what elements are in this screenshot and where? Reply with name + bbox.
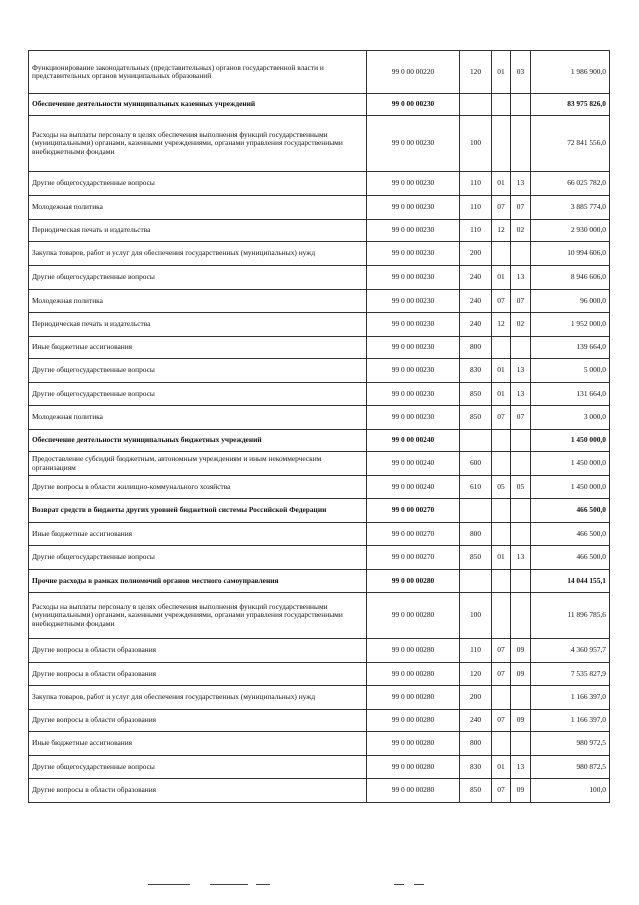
row-name: Расходы на выплаты персоналу в целях обеспечения выполнения функций государственными (муниципальными) органами, казенными учреждениями, органами управления государственными внебюджетными фондами <box>29 593 367 639</box>
table-row <box>29 290 610 313</box>
row-name: Обеспечение деятельности муниципальных казенных учреждений <box>29 94 367 116</box>
row-name: Периодическая печать и издательства <box>29 313 367 337</box>
row-subsection: 13 <box>511 546 531 570</box>
table-row <box>29 266 610 290</box>
row-name: Обеспечение деятельности муниципальных бюджетных учреждений <box>29 430 367 452</box>
row-name: Другие вопросы в области образования <box>29 639 367 663</box>
row-amount: 131 664,0 <box>531 383 610 406</box>
row-name: Прочие расходы в рамках полномочий органов местного самоуправления <box>29 570 367 593</box>
row-amount: 100,0 <box>531 779 610 803</box>
row-code: 99 0 00 00230 <box>367 116 460 172</box>
row-section <box>492 686 511 710</box>
row-section: 07 <box>492 196 511 220</box>
row-section: 07 <box>492 779 511 803</box>
row-amount: 3 885 774,0 <box>531 196 610 220</box>
row-subsection: 05 <box>511 476 531 499</box>
table-row <box>29 172 610 196</box>
row-section: 01 <box>492 266 511 290</box>
row-section <box>492 732 511 756</box>
table-row <box>29 116 610 172</box>
row-subsection <box>511 593 531 639</box>
row-subsection: 09 <box>511 779 531 803</box>
row-expense-type: 800 <box>460 523 492 546</box>
row-subsection: 13 <box>511 266 531 290</box>
row-name: Периодическая печать и издательства <box>29 220 367 242</box>
table-row-section <box>29 94 610 116</box>
row-code: 99 0 00 00230 <box>367 242 460 266</box>
row-code: 99 0 00 00230 <box>367 383 460 406</box>
row-amount: 72 841 556,0 <box>531 116 610 172</box>
row-expense-type: 800 <box>460 732 492 756</box>
row-code: 99 0 00 00240 <box>367 430 460 452</box>
row-name: Молодежная политика <box>29 290 367 313</box>
row-section: 12 <box>492 220 511 242</box>
row-subsection <box>511 732 531 756</box>
table-row <box>29 406 610 430</box>
row-amount: 83 975 826,0 <box>531 94 610 116</box>
table-row <box>29 639 610 663</box>
row-amount: 980 872,5 <box>531 756 610 779</box>
table-row <box>29 593 610 639</box>
row-amount: 2 930 000,0 <box>531 220 610 242</box>
footer-scan-marks <box>0 884 639 894</box>
row-name: Молодежная политика <box>29 196 367 220</box>
row-code: 99 0 00 00230 <box>367 94 460 116</box>
row-expense-type: 850 <box>460 779 492 803</box>
row-subsection: 13 <box>511 172 531 196</box>
row-amount: 3 000,0 <box>531 406 610 430</box>
row-code: 99 0 00 00280 <box>367 663 460 686</box>
row-amount: 11 896 785,6 <box>531 593 610 639</box>
row-expense-type <box>460 499 492 523</box>
row-subsection: 02 <box>511 220 531 242</box>
row-code: 99 0 00 00230 <box>367 406 460 430</box>
row-amount: 96 000,0 <box>531 290 610 313</box>
row-expense-type: 850 <box>460 383 492 406</box>
row-subsection: 07 <box>511 290 531 313</box>
table-row <box>29 452 610 476</box>
row-amount: 139 664,0 <box>531 337 610 359</box>
row-code: 99 0 00 00230 <box>367 172 460 196</box>
row-subsection <box>511 242 531 266</box>
table-row <box>29 523 610 546</box>
table-row <box>29 663 610 686</box>
row-amount: 4 360 957,7 <box>531 639 610 663</box>
row-name: Другие вопросы в области образования <box>29 710 367 732</box>
row-section: 01 <box>492 359 511 383</box>
row-expense-type: 240 <box>460 290 492 313</box>
row-subsection: 09 <box>511 663 531 686</box>
row-code: 99 0 00 00220 <box>367 51 460 94</box>
row-amount: 466 500,0 <box>531 499 610 523</box>
row-expense-type: 120 <box>460 51 492 94</box>
table-row-section <box>29 499 610 523</box>
row-expense-type: 240 <box>460 710 492 732</box>
row-name: Другие общегосударственные вопросы <box>29 383 367 406</box>
row-section <box>492 523 511 546</box>
row-name: Иные бюджетные ассигнования <box>29 523 367 546</box>
row-code: 99 0 00 00280 <box>367 639 460 663</box>
row-subsection <box>511 452 531 476</box>
row-code: 99 0 00 00280 <box>367 732 460 756</box>
row-section <box>492 570 511 593</box>
row-code: 99 0 00 00240 <box>367 452 460 476</box>
row-code: 99 0 00 00270 <box>367 546 460 570</box>
row-section <box>492 452 511 476</box>
row-code: 99 0 00 00230 <box>367 359 460 383</box>
row-amount: 1 166 397,0 <box>531 686 610 710</box>
row-subsection <box>511 570 531 593</box>
row-code: 99 0 00 00280 <box>367 593 460 639</box>
row-expense-type: 610 <box>460 476 492 499</box>
row-amount: 1 986 900,0 <box>531 51 610 94</box>
row-expense-type: 240 <box>460 313 492 337</box>
row-name: Молодежная политика <box>29 406 367 430</box>
row-subsection <box>511 116 531 172</box>
row-subsection: 09 <box>511 710 531 732</box>
row-expense-type: 600 <box>460 452 492 476</box>
row-name: Иные бюджетные ассигнования <box>29 732 367 756</box>
row-section <box>492 499 511 523</box>
table-row <box>29 383 610 406</box>
row-subsection <box>511 337 531 359</box>
row-amount: 5 000,0 <box>531 359 610 383</box>
table-row <box>29 242 610 266</box>
row-amount: 7 535 827,9 <box>531 663 610 686</box>
row-expense-type: 110 <box>460 220 492 242</box>
row-section <box>492 242 511 266</box>
row-expense-type: 110 <box>460 196 492 220</box>
row-section: 01 <box>492 546 511 570</box>
row-subsection: 13 <box>511 756 531 779</box>
row-section: 01 <box>492 756 511 779</box>
row-expense-type: 100 <box>460 593 492 639</box>
row-name: Другие общегосударственные вопросы <box>29 546 367 570</box>
row-expense-type: 850 <box>460 406 492 430</box>
row-subsection: 09 <box>511 639 531 663</box>
row-section: 01 <box>492 51 511 94</box>
row-subsection <box>511 523 531 546</box>
row-code: 99 0 00 00280 <box>367 570 460 593</box>
budget-page <box>28 50 609 803</box>
row-name: Другие вопросы в области жилищно-коммунального хозяйства <box>29 476 367 499</box>
row-amount: 1 450 000,0 <box>531 476 610 499</box>
row-section: 07 <box>492 710 511 732</box>
table-row <box>29 313 610 337</box>
table-row <box>29 476 610 499</box>
row-amount: 1 166 397,0 <box>531 710 610 732</box>
row-code: 99 0 00 00270 <box>367 523 460 546</box>
row-code: 99 0 00 00230 <box>367 220 460 242</box>
row-section: 07 <box>492 663 511 686</box>
row-subsection <box>511 499 531 523</box>
row-expense-type: 830 <box>460 359 492 383</box>
row-code: 99 0 00 00280 <box>367 756 460 779</box>
row-section: 07 <box>492 406 511 430</box>
row-expense-type <box>460 94 492 116</box>
row-code: 99 0 00 00230 <box>367 196 460 220</box>
row-name: Другие общегосударственные вопросы <box>29 266 367 290</box>
row-amount: 466 500,0 <box>531 546 610 570</box>
table-row <box>29 732 610 756</box>
table-row <box>29 686 610 710</box>
table-row <box>29 756 610 779</box>
row-code: 99 0 00 00230 <box>367 337 460 359</box>
row-expense-type: 120 <box>460 663 492 686</box>
row-amount: 66 025 782,0 <box>531 172 610 196</box>
row-name: Другие вопросы в области образования <box>29 779 367 803</box>
row-name: Другие общегосударственные вопросы <box>29 756 367 779</box>
row-subsection <box>511 686 531 710</box>
table-row <box>29 779 610 803</box>
row-subsection <box>511 430 531 452</box>
table-row <box>29 710 610 732</box>
row-expense-type: 100 <box>460 116 492 172</box>
row-amount: 1 450 000,0 <box>531 452 610 476</box>
row-expense-type: 200 <box>460 686 492 710</box>
row-section: 07 <box>492 639 511 663</box>
row-amount: 980 972,5 <box>531 732 610 756</box>
row-section: 01 <box>492 383 511 406</box>
row-name: Возврат средств в бюджеты других уровней бюджетной системы Российской Федерации <box>29 499 367 523</box>
table-row-section <box>29 430 610 452</box>
row-subsection: 07 <box>511 406 531 430</box>
row-amount: 10 994 606,0 <box>531 242 610 266</box>
table-row <box>29 51 610 94</box>
row-code: 99 0 00 00280 <box>367 710 460 732</box>
row-section: 01 <box>492 172 511 196</box>
table-row <box>29 359 610 383</box>
row-subsection: 13 <box>511 359 531 383</box>
row-subsection: 03 <box>511 51 531 94</box>
row-expense-type: 110 <box>460 172 492 196</box>
row-code: 99 0 00 00230 <box>367 313 460 337</box>
row-name: Другие общегосударственные вопросы <box>29 359 367 383</box>
row-section: 12 <box>492 313 511 337</box>
row-expense-type: 110 <box>460 639 492 663</box>
row-amount: 8 946 606,0 <box>531 266 610 290</box>
row-name: Иные бюджетные ассигнования <box>29 337 367 359</box>
row-name: Закупка товаров, работ и услуг для обеспечения государственных (муниципальных) нужд <box>29 242 367 266</box>
row-code: 99 0 00 00230 <box>367 290 460 313</box>
row-name: Другие вопросы в области образования <box>29 663 367 686</box>
row-section <box>492 337 511 359</box>
row-name: Предоставление субсидий бюджетным, автономным учреждениям и иным некоммерческим организациям <box>29 452 367 476</box>
row-subsection: 02 <box>511 313 531 337</box>
row-name: Закупка товаров, работ и услуг для обеспечения государственных (муниципальных) нужд <box>29 686 367 710</box>
table-row <box>29 546 610 570</box>
row-code: 99 0 00 00240 <box>367 476 460 499</box>
row-section <box>492 116 511 172</box>
row-expense-type <box>460 430 492 452</box>
row-code: 99 0 00 00280 <box>367 779 460 803</box>
row-amount: 466 500,0 <box>531 523 610 546</box>
row-name: Функционирование законодательных (представительных) органов государственной власти и представительных органов муниципальных образований <box>29 51 367 94</box>
budget-table-body <box>29 51 610 803</box>
row-section: 05 <box>492 476 511 499</box>
row-name: Другие общегосударственные вопросы <box>29 172 367 196</box>
row-expense-type <box>460 570 492 593</box>
row-section <box>492 593 511 639</box>
row-section: 07 <box>492 290 511 313</box>
row-amount: 1 450 000,0 <box>531 430 610 452</box>
row-amount: 14 044 155,1 <box>531 570 610 593</box>
budget-table <box>28 50 610 803</box>
row-expense-type: 240 <box>460 266 492 290</box>
table-row-section <box>29 570 610 593</box>
row-expense-type: 830 <box>460 756 492 779</box>
row-code: 99 0 00 00230 <box>367 266 460 290</box>
table-row <box>29 196 610 220</box>
table-row <box>29 220 610 242</box>
row-amount: 1 952 000,0 <box>531 313 610 337</box>
row-code: 99 0 00 00280 <box>367 686 460 710</box>
row-section <box>492 430 511 452</box>
row-expense-type: 850 <box>460 546 492 570</box>
row-expense-type: 200 <box>460 242 492 266</box>
row-subsection: 13 <box>511 383 531 406</box>
row-code: 99 0 00 00270 <box>367 499 460 523</box>
row-subsection: 07 <box>511 196 531 220</box>
row-subsection <box>511 94 531 116</box>
row-expense-type: 800 <box>460 337 492 359</box>
row-name: Расходы на выплаты персоналу в целях обеспечения выполнения функций государственными (муниципальными) органами, казенными учреждениями, органами управления государственными внебюджетными фондами <box>29 116 367 172</box>
table-row <box>29 337 610 359</box>
row-section <box>492 94 511 116</box>
